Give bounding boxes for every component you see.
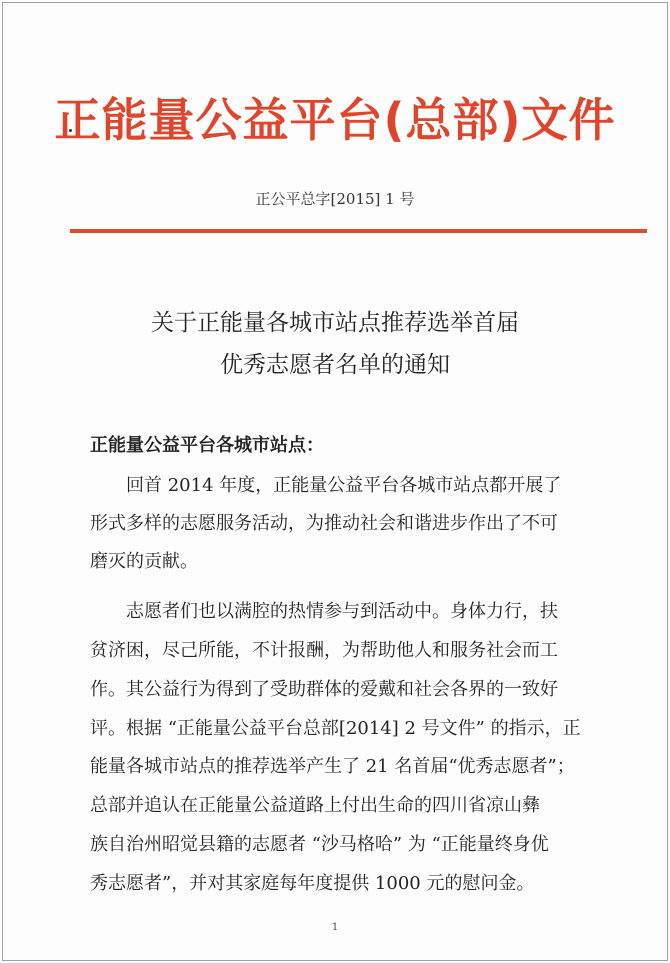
salutation: 正能量公益平台各城市站点： bbox=[90, 435, 324, 456]
page-number: 1 bbox=[331, 922, 339, 933]
body-line: 贫济困，尽己所能，不计报酬，为帮助他人和服务社会而工 bbox=[90, 640, 558, 661]
notice-title-line-1: 关于正能量各城市站点推荐选举首届 bbox=[151, 310, 519, 336]
document-number: 正公平总字[2015] 1 号 bbox=[255, 190, 415, 208]
org-title: 正能量公益平台(总部)文件 bbox=[54, 93, 616, 147]
body-line: 秀志愿者”，并对其家庭每年度提供 1000 元的慰问金。 bbox=[90, 873, 535, 894]
body-line: 族自治州昭觉县籍的志愿者 “沙马格哈” 为 “正能量终身优 bbox=[90, 834, 549, 855]
body-line: 志愿者们也以满腔的热情参与到活动中。身体力行，扶 bbox=[126, 601, 558, 622]
body-line: 能量各城市站点的推荐选举产生了 21 名首届“优秀志愿者”； bbox=[90, 756, 575, 777]
red-divider-line bbox=[70, 229, 647, 233]
body-line: 评。根据 “正能量公益平台总部[2014] 2 号文件” 的指示，正 bbox=[90, 718, 581, 739]
body-line: 形式多样的志愿服务活动，为推动社会和谐进步作出了不可 bbox=[90, 513, 558, 534]
body-line: 回首 2014 年度，正能量公益平台各城市站点都开展了 bbox=[126, 475, 562, 496]
body-line: 磨灭的贡献。 bbox=[90, 551, 198, 572]
notice-title-line-2: 优秀志愿者名单的通知 bbox=[220, 352, 450, 378]
body-line: 总部并追认在正能量公益道路上付出生命的四川省凉山彝 bbox=[90, 795, 540, 816]
body-line: 作。其公益行为得到了受助群体的爱戴和社会各界的一致好 bbox=[90, 679, 558, 700]
